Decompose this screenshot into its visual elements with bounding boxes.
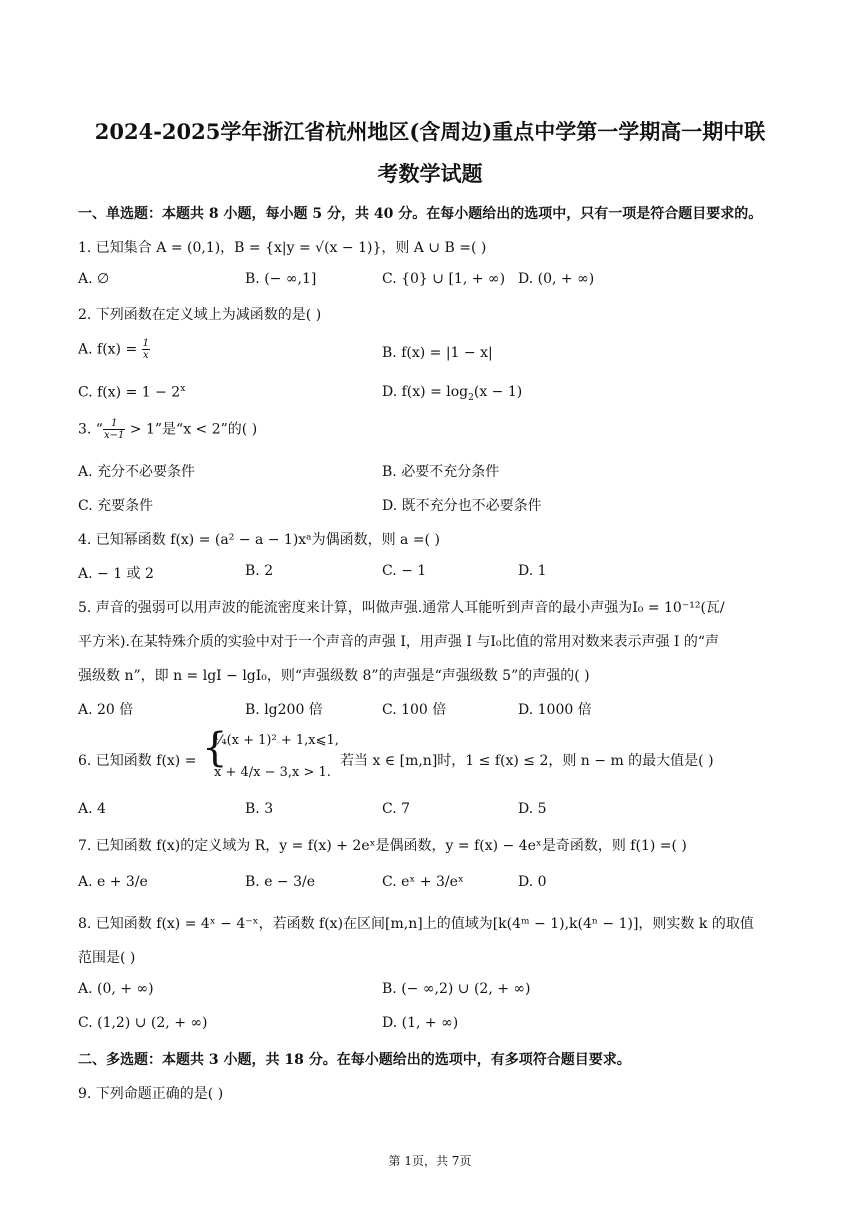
q5-option-b: B. lg200 倍: [245, 702, 323, 718]
q5-option-a: A. 20 倍: [78, 702, 134, 718]
q6-piece-1: ¼(x + 1)² + 1,x⩽1,: [214, 733, 339, 748]
q2-option-c: [78, 384, 185, 401]
page-footer: 第 1页，共 7页: [388, 1154, 472, 1168]
q3-option-a: A. 充分不必要条件: [78, 464, 196, 480]
q1-option-c: C. {0} ∪ [1, + ∞): [382, 271, 506, 287]
q2-option-a-denominator: x: [143, 350, 149, 361]
question-3-stem: [78, 418, 798, 441]
doc-title-line1: 2024-2025学年浙江省杭州地区(含周边)重点中学第一学期高一期中联: [94, 119, 766, 144]
q7-option-a: A. e + 3/e: [78, 874, 148, 890]
q6-option-c: C. 7: [382, 801, 411, 817]
q6-option-b: B. 3: [245, 801, 274, 817]
question-5-line-1: 5. 声音的强弱可以用声波的能流密度来计算，叫做声强.通常人耳能听到声音的最小声强为I₀ = 10⁻¹²(瓦/: [78, 600, 725, 616]
q8-option-b: B. (− ∞,2) ∪ (2, + ∞): [382, 981, 531, 997]
q8-option-a: A. (0, + ∞): [78, 981, 154, 997]
q6-option-a: A. 4: [78, 801, 106, 817]
q2-option-a-numerator: 1: [142, 338, 150, 349]
q1-option-d: D. (0, + ∞): [518, 271, 595, 287]
q7-option-c: C. eˣ + 3/eˣ: [382, 874, 464, 890]
question-8-line-2: 范围是( ): [78, 950, 136, 966]
q4-option-b: B. 2: [245, 563, 274, 579]
q6-piece-2: x + 4/x − 3,x > 1.: [214, 765, 331, 780]
q2-option-d-suffix: (x − 1): [473, 384, 523, 400]
q2-option-d-base: 2: [468, 392, 474, 403]
q3-option-c: C. 充要条件: [78, 498, 154, 514]
q2-option-d: [382, 384, 522, 403]
question-6-suffix: 若当 x ∈ [m,n]时，1 ≤ f(x) ≤ 2，则 n − m 的最大值是( ): [340, 753, 714, 769]
q2-option-d-prefix: D. f(x) = log: [382, 384, 469, 400]
q4-option-d: D. 1: [518, 563, 547, 579]
q6-option-d: D. 5: [518, 801, 547, 817]
doc-title-line2: 考数学试题: [377, 161, 483, 186]
q2-option-a-fraction: [142, 338, 150, 361]
question-5-line-3: 强级数 n”，即 n = lgI − lgI₀，则“声强级数 8”的声强是“声强级数 5”的声强的( ): [78, 668, 590, 684]
q5-option-c: C. 100 倍: [382, 702, 447, 718]
q8-option-c: C. (1,2) ∪ (2, + ∞): [78, 1015, 208, 1031]
question-2-stem: 2. 下列函数在定义域上为减函数的是( ): [78, 307, 322, 323]
q4-option-a: A. − 1 或 2: [78, 566, 154, 582]
q3-option-b: B. 必要不充分条件: [382, 464, 500, 480]
q3-option-d: D. 既不充分也不必要条件: [382, 498, 542, 514]
q8-option-d: D. (1, + ∞): [382, 1015, 459, 1031]
section-heading-single-choice: 一、单选题：本题共 8 小题，每小题 5 分，共 40 分。在每小题给出的选项中，只有一项是符合题目要求的。: [78, 206, 763, 222]
q5-option-d: D. 1000 倍: [518, 702, 592, 718]
question-6-prefix: 6. 已知函数 f(x) =: [78, 753, 197, 769]
q3-suffix: > 1”是“x < 2”的( ): [125, 421, 258, 438]
q2-option-a-prefix: A. f(x) =: [78, 341, 142, 358]
q3-fraction: [103, 418, 125, 441]
q7-option-b: B. e − 3/e: [245, 874, 316, 890]
piecewise-brace: {: [202, 725, 228, 771]
question-4-stem: 4. 已知幂函数 f(x) = (a² − a − 1)xᵃ为偶函数，则 a =( ): [78, 532, 440, 548]
q7-option-d: D. 0: [518, 874, 547, 890]
q3-prefix: 3. “: [78, 421, 103, 438]
section-heading-multiple-choice: 二、多选题：本题共 3 小题，共 18 分。在每小题给出的选项中，有多项符合题目要求。: [78, 1052, 631, 1068]
q3-denominator: x−1: [103, 430, 125, 441]
q2-option-a: [78, 338, 150, 361]
q2-option-c-prefix: C. f(x) = 1 − 2: [78, 384, 181, 401]
q2-option-c-exponent: x: [180, 384, 186, 394]
q2-option-b: B. f(x) = |1 − x|: [382, 345, 493, 361]
question-5-line-2: 平方米).在某特殊介质的实验中对于一个声音的声强 I，用声强 I 与I₀比值的常用对数来表示声强 I 的“声: [78, 634, 720, 650]
q4-option-c: C. − 1: [382, 563, 427, 579]
q1-option-a: A. ∅: [78, 271, 110, 287]
q1-option-b: B. (− ∞,1]: [245, 271, 317, 287]
question-1-stem: 1. 已知集合 A = (0,1)，B = {x|y = √(x − 1)}，则 A ∪ B =( ): [78, 240, 487, 256]
question-9-stem: 9. 下列命题正确的是( ): [78, 1086, 224, 1102]
question-7-stem: 7. 已知函数 f(x)的定义域为 R，y = f(x) + 2eˣ是偶函数，y = f(x) − 4eˣ是奇函数，则 f(1) =( ): [78, 838, 687, 854]
question-8-line-1: 8. 已知函数 f(x) = 4ˣ − 4⁻ˣ，若函数 f(x)在区间[m,n]上的值域为[k(4ᵐ − 1),k(4ⁿ − 1)]，则实数 k 的取值: [78, 916, 754, 932]
q3-numerator: 1: [103, 418, 125, 430]
